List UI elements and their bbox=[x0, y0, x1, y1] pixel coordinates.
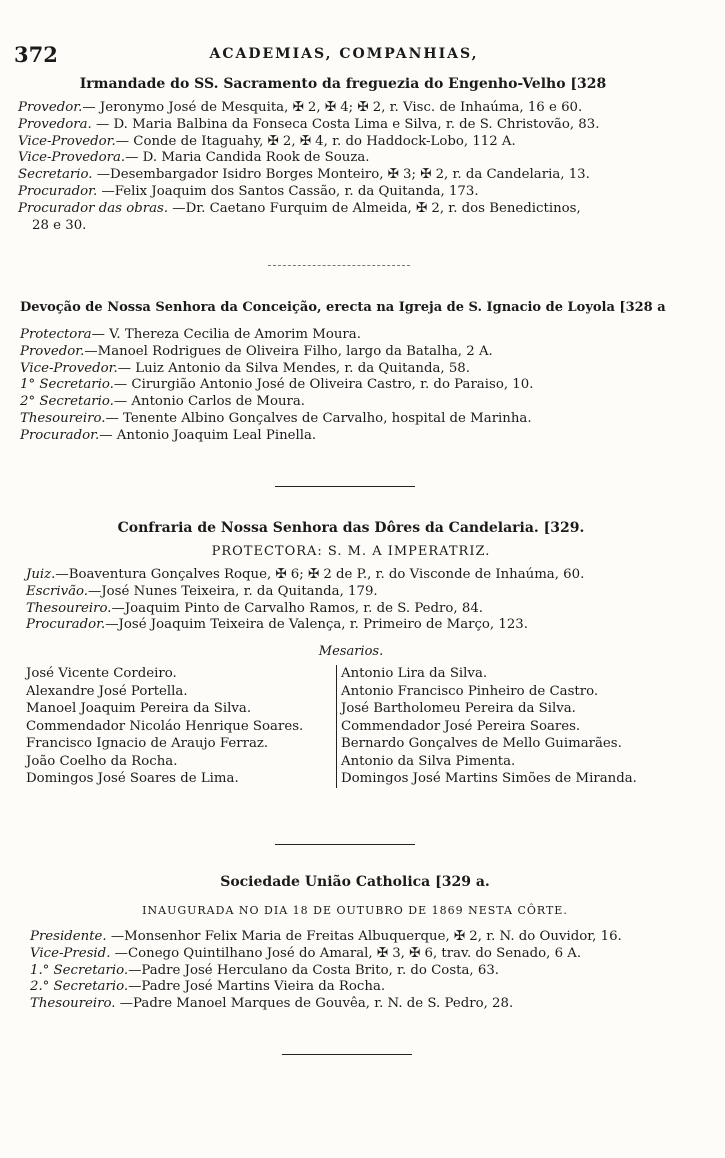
list-item: Francisco Ignacio de Araujo Ferraz. bbox=[26, 736, 269, 752]
section-subtitle: PROTECTORA: S. M. A IMPERATRIZ. bbox=[211, 544, 491, 559]
section-divider bbox=[282, 1054, 412, 1055]
entry-line bbox=[26, 601, 676, 618]
entry-text: —Padre Manoel Marques de Gouvêa, r. N. de S. Pedro, 28. bbox=[115, 996, 514, 1012]
entry-text: —Boaventura Gonçalves Roque, ✠ 6; ✠ 2 de P., r. do Visconde de Inhaúma, 60. bbox=[55, 567, 585, 582]
entry-line bbox=[18, 100, 668, 117]
entry-line bbox=[20, 377, 670, 394]
mesarios-heading: Mesarios. bbox=[318, 644, 384, 660]
section-subtitle: INAUGURADA NO DIA 18 DE OUTUBRO DE 1869 NESTA CÔRTE. bbox=[142, 904, 568, 917]
list-item: Manoel Joaquim Pereira da Silva. bbox=[26, 701, 252, 717]
entry-role: Procurador. bbox=[20, 427, 100, 443]
entry-role: Secretario. bbox=[18, 167, 93, 183]
entry-role: Presidente. bbox=[30, 929, 107, 944]
entry-role: Provedor. bbox=[20, 343, 85, 359]
mesarios-left-column bbox=[26, 665, 336, 788]
entry-text: —Desembargador Isidro Borges Monteiro, ✠ 3; ✠ 2, r. da Candelaria, 13. bbox=[92, 167, 590, 183]
section-title: Devoção de Nossa Senhora da Conceição, erecta na Igreja de S. Ignacio de Loyola [328 a bbox=[20, 300, 666, 315]
entry-line bbox=[20, 344, 670, 361]
entry-line bbox=[18, 150, 668, 167]
entry-line bbox=[18, 117, 668, 134]
entry-line bbox=[18, 134, 668, 151]
entry-text: —Felix Joaquim dos Santos Cassão, r. da Quitanda, 173. bbox=[97, 183, 479, 199]
list-item: Antonio Lira da Silva. bbox=[341, 666, 488, 682]
entry-text: —José Nunes Teixeira, r. da Quitanda, 179. bbox=[88, 583, 378, 599]
entry-role: Vice-Provedor. bbox=[20, 360, 118, 376]
entry-role: Procurador. bbox=[18, 183, 98, 199]
entry-line bbox=[20, 428, 670, 445]
section-title: Irmandade do SS. Sacramento da freguezia do Engenho-Velho [328 bbox=[79, 76, 607, 92]
entry-role: Provedor. bbox=[18, 100, 83, 115]
list-item: Commendador José Pereira Soares. bbox=[341, 718, 581, 734]
entry-role: Vice-Provedor. bbox=[18, 133, 116, 149]
section-irmandade bbox=[18, 76, 668, 234]
section-title: Confraria de Nossa Senhora das Dôres da Candelaria. [329. bbox=[117, 520, 585, 536]
list-item: Domingos José Soares de Lima. bbox=[26, 771, 239, 787]
entry-text: —Conego Quintilhano José do Amaral, ✠ 3, ✠ 6, trav. do Senado, 6 A. bbox=[110, 945, 582, 961]
entry-role: 1° Secretario. bbox=[20, 377, 114, 393]
entry-line bbox=[30, 979, 680, 996]
list-item: Alexandre José Portella. bbox=[26, 683, 188, 699]
entry-line bbox=[20, 394, 670, 411]
list-item: Domingos José Martins Simões de Miranda. bbox=[341, 771, 637, 787]
entry-line bbox=[20, 411, 670, 428]
page-header bbox=[14, 42, 654, 67]
entry-role: Juiz. bbox=[26, 567, 56, 582]
entry-role: Procurador das obras. bbox=[18, 200, 169, 216]
list-item: Antonio Francisco Pinheiro de Castro. bbox=[341, 683, 599, 699]
list-item: João Coelho da Rocha. bbox=[26, 753, 178, 769]
entry-role: Vice-Presid. bbox=[30, 945, 111, 961]
mesarios-columns bbox=[26, 665, 676, 788]
list-item: Bernardo Gonçalves de Mello Guimarães. bbox=[341, 736, 622, 752]
mesarios-right-column bbox=[336, 665, 661, 788]
entry-line bbox=[18, 184, 668, 201]
entry-text: —Manoel Rodrigues de Oliveira Filho, largo da Batalha, 2 A. bbox=[84, 343, 493, 359]
list-item: Commendador Nicoláo Henrique Soares. bbox=[26, 718, 304, 734]
entry-text: V. Thereza Cecilia de Amorim Moura. bbox=[104, 327, 361, 342]
entry-role: 2.° Secretario. bbox=[30, 979, 129, 995]
entry-line bbox=[20, 327, 670, 344]
entry-role: Vice-Provedora. bbox=[18, 150, 126, 166]
entry-role: Protectora— bbox=[20, 327, 105, 342]
entry-line bbox=[30, 963, 680, 980]
entry-role: Escrivão. bbox=[26, 583, 89, 599]
entry-line bbox=[20, 361, 670, 378]
entry-text: —Joaquim Pinto de Carvalho Ramos, r. de S. Pedro, 84. bbox=[111, 600, 484, 616]
entry-text: —José Joaquim Teixeira de Valença, r. Primeiro de Março, 123. bbox=[105, 617, 528, 633]
entry-text: —Monsenhor Felix Maria de Freitas Albuquerque, ✠ 2, r. N. do Ouvidor, 16. bbox=[106, 929, 622, 944]
entry-text: — D. Maria Candida Rook de Souza. bbox=[125, 150, 370, 166]
section-divider bbox=[275, 844, 415, 845]
entry-role: Thesoureiro. bbox=[30, 996, 116, 1012]
entry-text: — Luiz Antonio da Silva Mendes, r. da Quitanda, 58. bbox=[117, 360, 470, 376]
entry-text: — Conde de Itaguahy, ✠ 2, ✠ 4, r. do Haddock-Lobo, 112 A. bbox=[115, 133, 516, 149]
entry-line bbox=[30, 996, 680, 1013]
section-divider bbox=[268, 265, 410, 266]
section-sociedade bbox=[30, 874, 680, 1013]
entry-line bbox=[26, 584, 676, 601]
section-divider bbox=[275, 486, 415, 487]
entry-line bbox=[26, 617, 676, 634]
section-confraria bbox=[26, 520, 676, 788]
entry-role: Thesoureiro. bbox=[20, 410, 106, 426]
entry-text: — Antonio Joaquim Leal Pinella. bbox=[99, 427, 317, 443]
entry-text: — Jeronymo José de Mesquita, ✠ 2, ✠ 4; ✠ 2, r. Visc. de Inhaúma, 16 e 60. bbox=[82, 100, 583, 115]
page-number: 372 bbox=[14, 42, 58, 67]
running-title: ACADEMIAS, COMPANHIAS, bbox=[209, 46, 479, 62]
entry-role: Thesoureiro. bbox=[26, 600, 112, 616]
entry-text: —Dr. Caetano Furquim de Almeida, ✠ 2, r. dos Benedictinos, bbox=[168, 200, 581, 216]
entry-line bbox=[18, 201, 668, 218]
entry-text: — Tenente Albino Gonçalves de Carvalho, hospital de Marinha. bbox=[105, 410, 532, 426]
entry-role: Procurador. bbox=[26, 617, 106, 633]
entry-line bbox=[18, 167, 668, 184]
list-item: José Bartholomeu Pereira da Silva. bbox=[341, 701, 576, 717]
section-devocao bbox=[20, 300, 670, 445]
entry-text: —Padre José Herculano da Costa Brito, r. do Costa, 63. bbox=[128, 962, 500, 978]
entry-text: — D. Maria Balbina da Fonseca Costa Lima e Silva, r. de S. Christovão, 83. bbox=[91, 116, 600, 132]
entry-role: 2° Secretario. bbox=[20, 394, 114, 410]
entry-role: 1.° Secretario. bbox=[30, 962, 129, 978]
section-title: Sociedade União Catholica [329 a. bbox=[220, 874, 490, 890]
list-item: Antonio da Silva Pimenta. bbox=[341, 753, 516, 769]
entry-role: Provedora. bbox=[18, 116, 92, 132]
entry-text: — Antonio Carlos de Moura. bbox=[113, 394, 306, 410]
entry-text: —Padre José Martins Vieira da Rocha. bbox=[128, 979, 386, 995]
entry-line bbox=[30, 929, 680, 946]
entry-line bbox=[26, 567, 676, 584]
entry-text: — Cirurgião Antonio José de Oliveira Castro, r. do Paraiso, 10. bbox=[113, 377, 534, 393]
list-item: José Vicente Cordeiro. bbox=[26, 666, 177, 682]
entry-line bbox=[30, 946, 680, 963]
entry-continuation: 28 e 30. bbox=[32, 217, 87, 233]
